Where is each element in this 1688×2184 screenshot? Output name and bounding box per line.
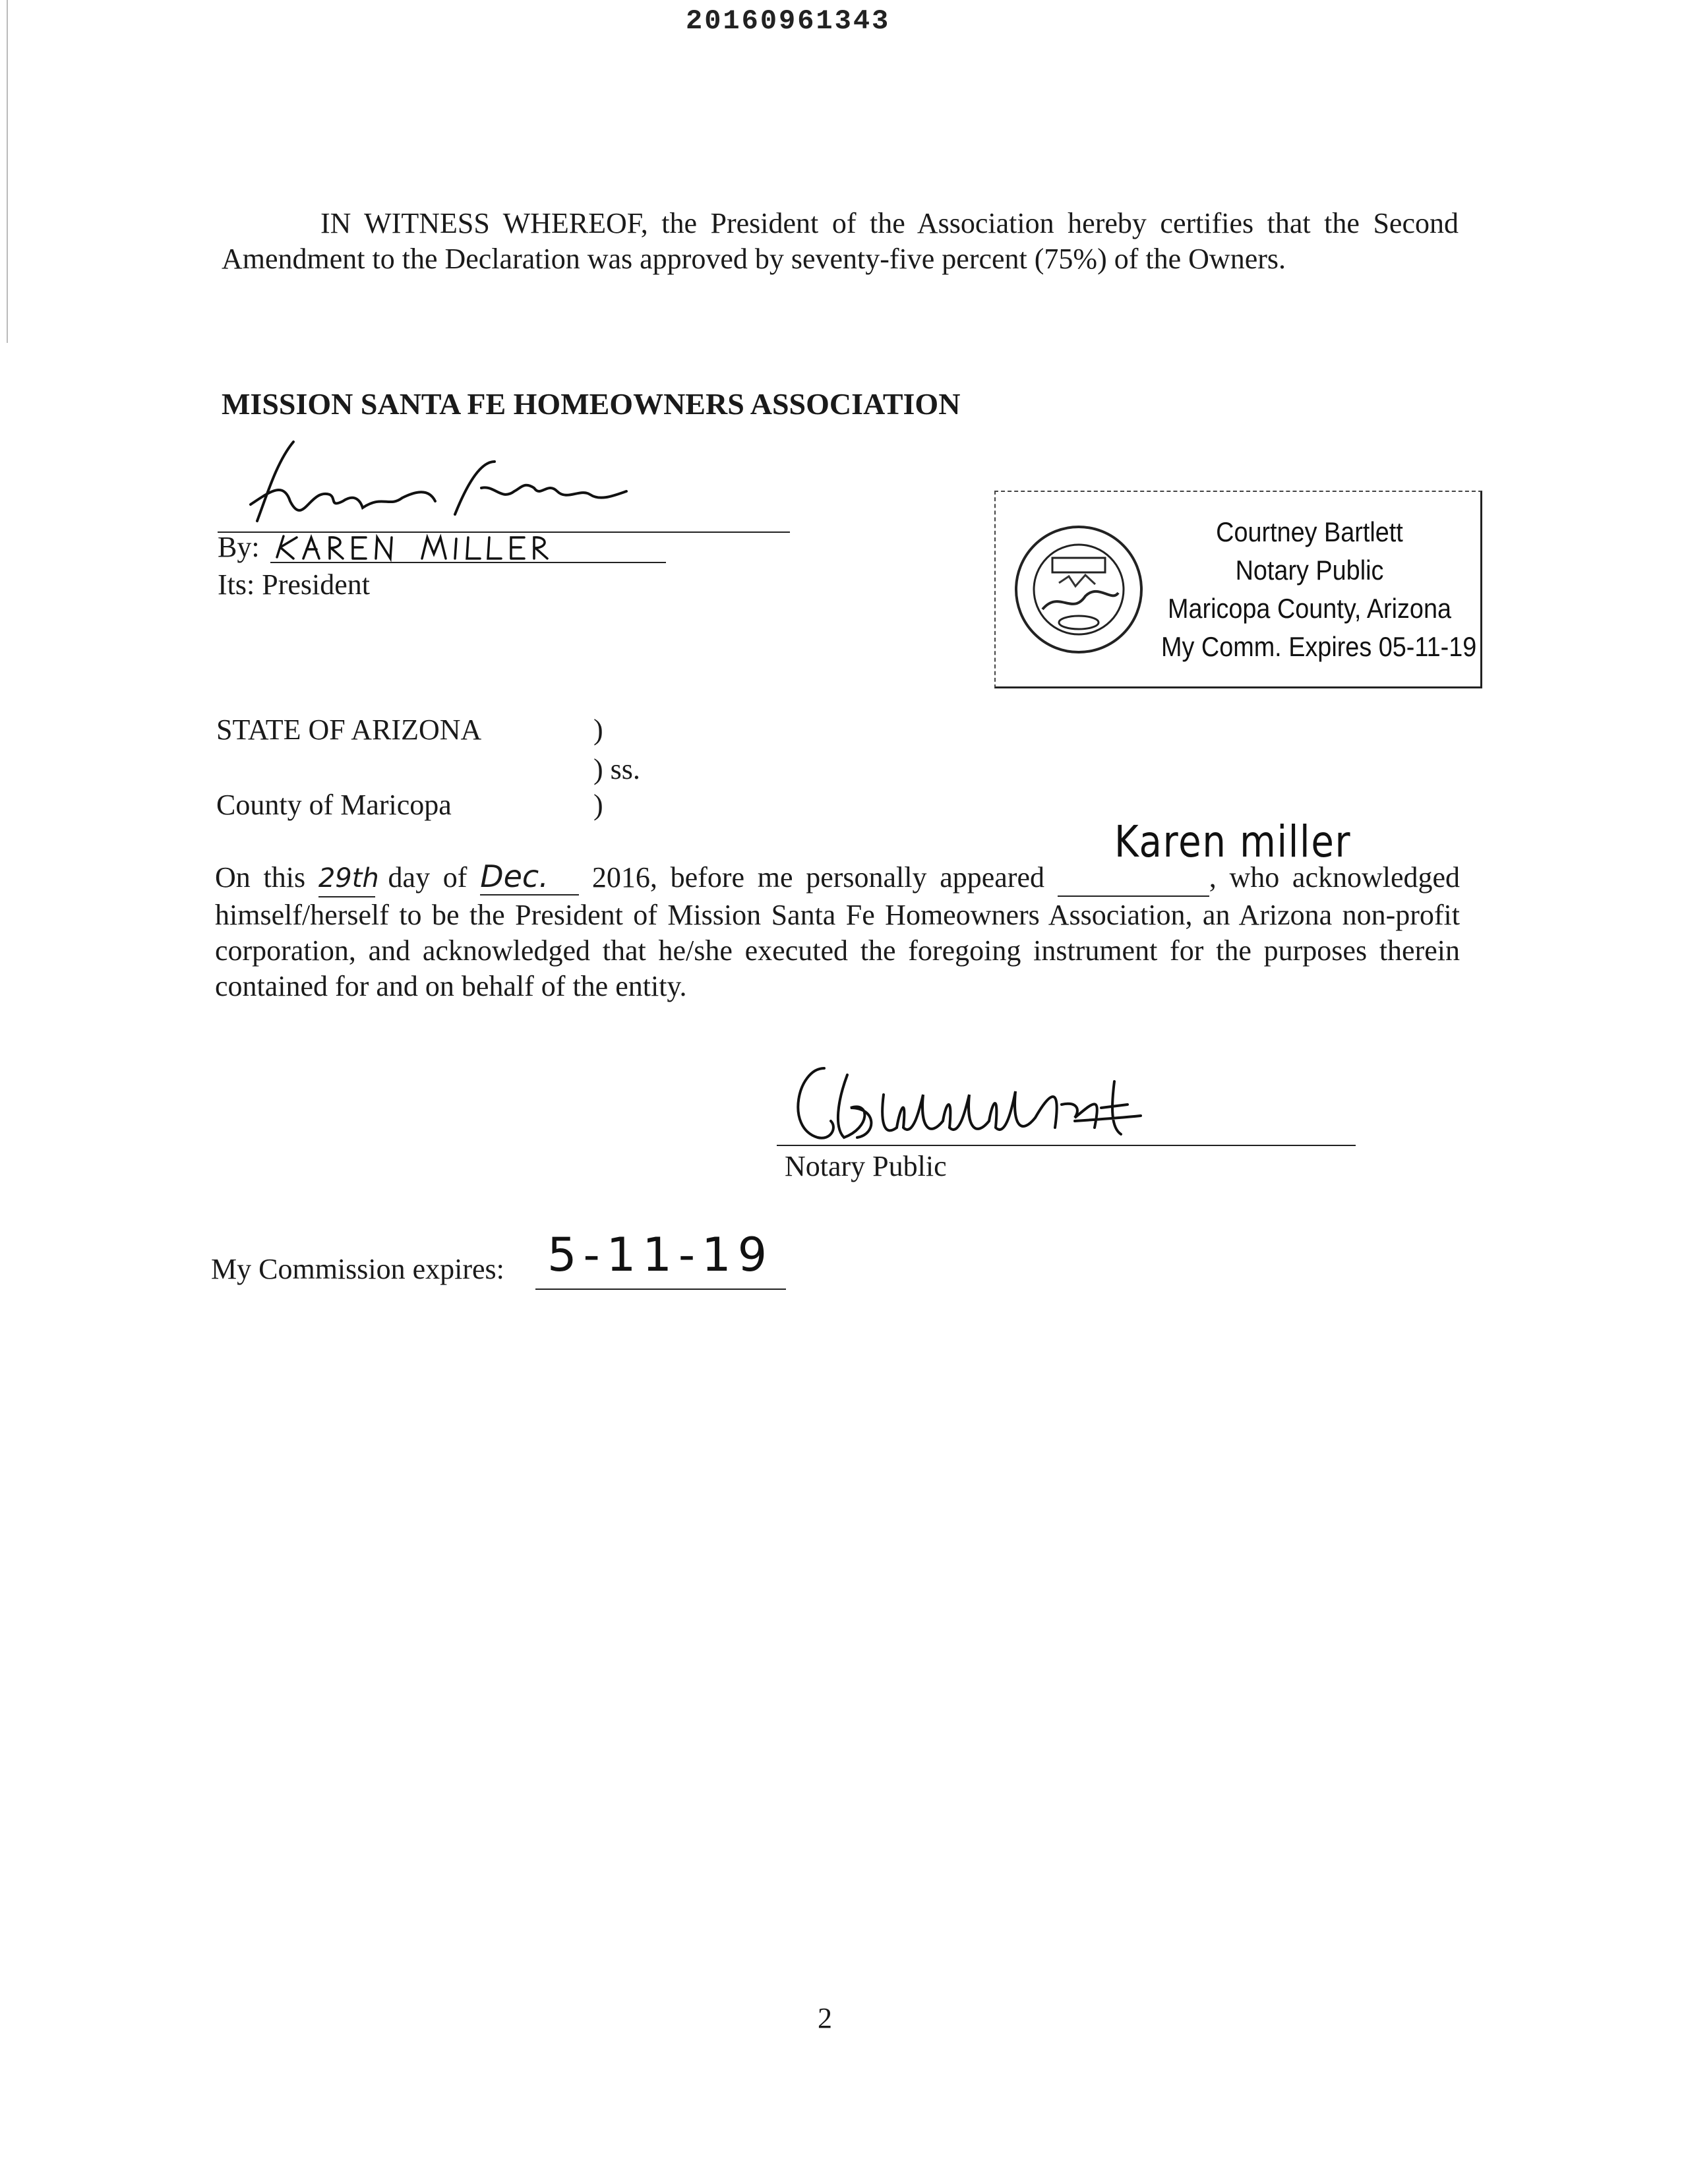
notary-signature xyxy=(785,1055,1193,1147)
association-heading: MISSION SANTA FE HOMEOWNERS ASSOCIATION xyxy=(222,387,961,421)
witness-paragraph: IN WITNESS WHEREOF, the President of the Association hereby certifies that the Second Amendment to the Declaration was approved by seventy-five percent (75%) of the Owners. xyxy=(222,207,1459,275)
notary-label: Notary Public xyxy=(785,1150,947,1182)
page-number: 2 xyxy=(818,2002,832,2034)
ack-on-this: On this xyxy=(215,861,306,894)
appeared-name-handwritten: Karen miller xyxy=(1114,816,1352,867)
stamp-expires: My Comm. Expires 05-11-19 xyxy=(1161,631,1477,662)
county-line: County of Maricopa xyxy=(216,789,452,821)
commission-line xyxy=(535,1289,786,1290)
acknowledgment-paragraph xyxy=(215,859,1460,1004)
stamp-name: Courtney Bartlett xyxy=(1216,516,1403,547)
commission-label: My Commission expires: xyxy=(211,1253,504,1285)
scan-edge-mark xyxy=(7,0,8,343)
state-seal-icon xyxy=(1013,524,1145,655)
notary-signature-line xyxy=(777,1145,1356,1146)
ack-rest: himself/herself to be the President of Mission Santa Fe Homeowners Association, an Arizona non-profit corporation, and acknowledged that he/she executed the foregoing instrument for the purposes therein contained for and on behalf of the entity. xyxy=(215,899,1460,1002)
state-line: STATE OF ARIZONA xyxy=(216,713,482,746)
its-label: Its: President xyxy=(218,568,370,601)
venue-paren: ) xyxy=(593,789,603,821)
venue-paren: ) xyxy=(593,713,603,746)
ack-day-blank: 29th xyxy=(318,861,375,897)
ack-year-text: 2016, before me personally appeared xyxy=(591,861,1044,894)
president-signature xyxy=(231,435,640,534)
recording-number: 20160961343 xyxy=(686,5,891,37)
stamp-text xyxy=(1161,513,1477,666)
stamp-county: Maricopa County, Arizona xyxy=(1167,593,1452,624)
ack-day-of: day of xyxy=(388,861,467,894)
notary-stamp xyxy=(994,491,1482,688)
by-line xyxy=(270,562,666,563)
stamp-title: Notary Public xyxy=(1235,555,1384,586)
ack-who: , who acknowledged xyxy=(1209,861,1461,894)
ss-line: ) ss. xyxy=(593,753,640,785)
commission-date-handwritten: 5-11-19 xyxy=(547,1228,774,1282)
by-label: By: xyxy=(218,531,260,563)
printed-name-handwritten xyxy=(270,531,574,564)
ack-month-blank: Dec. xyxy=(480,859,579,895)
